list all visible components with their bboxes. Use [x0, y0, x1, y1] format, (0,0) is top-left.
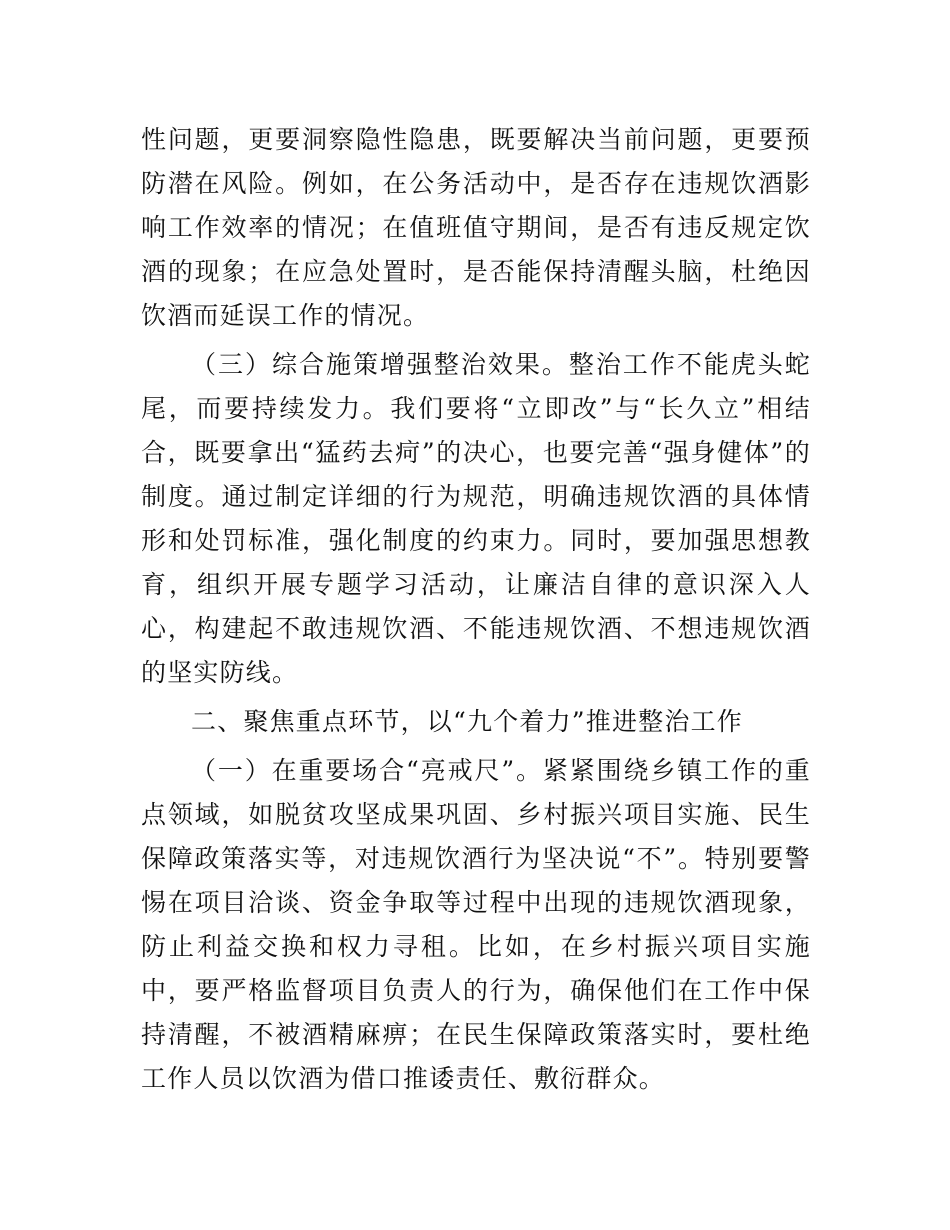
paragraph-subsection-one: （一）在重要场合“亮戒尺”。紧紧围绕乡镇工作的重点领域，如脱贫攻坚成果巩固、乡村振兴项目实施、民生保障政策落实等，对违规饮酒行为坚决说“不”。特别要警惕在项目洽谈、资金争取等过程中出现的违规饮酒现象，防止利益交换和权力寻租。比如，在乡村振兴项目实施中，要严格监督项目负责人的行为，确保他们在工作中保持清醒，不被酒精麻痹；在民生保障政策落实时，要杜绝工作人员以饮酒为借口推诿责任、敷衍群众。 [141, 756, 811, 1093]
document-body [141, 118, 811, 1101]
paragraph-section-three: （三）综合施策增强整治效果。整治工作不能虎头蛇尾，而要持续发力。我们要将“立即改”与“长久立”相结合，既要拿出“猛药去疴”的决心，也要完善“强身健体”的制度。通过制定详细的行为规范，明确违规饮酒的具体情形和处罚标准，强化制度的约束力。同时，要加强思想教育，组织开展专题学习活动，让廉洁自律的意识深入人心，构建起不敢违规饮酒、不能违规饮酒、不想违规饮酒的坚实防线。 [141, 350, 811, 687]
section-heading-two: 二、聚焦重点环节，以“九个着力”推进整治工作 [191, 707, 743, 736]
paragraph-continuation: 性问题，更要洞察隐性隐患，既要解决当前问题，更要预防潜在风险。例如，在公务活动中，是否存在违规饮酒影响工作效率的情况；在值班值守期间，是否有违反规定饮酒的现象；在应急处置时，是否能保持清醒头脑，杜绝因饮酒而延误工作的情况。 [141, 125, 811, 330]
